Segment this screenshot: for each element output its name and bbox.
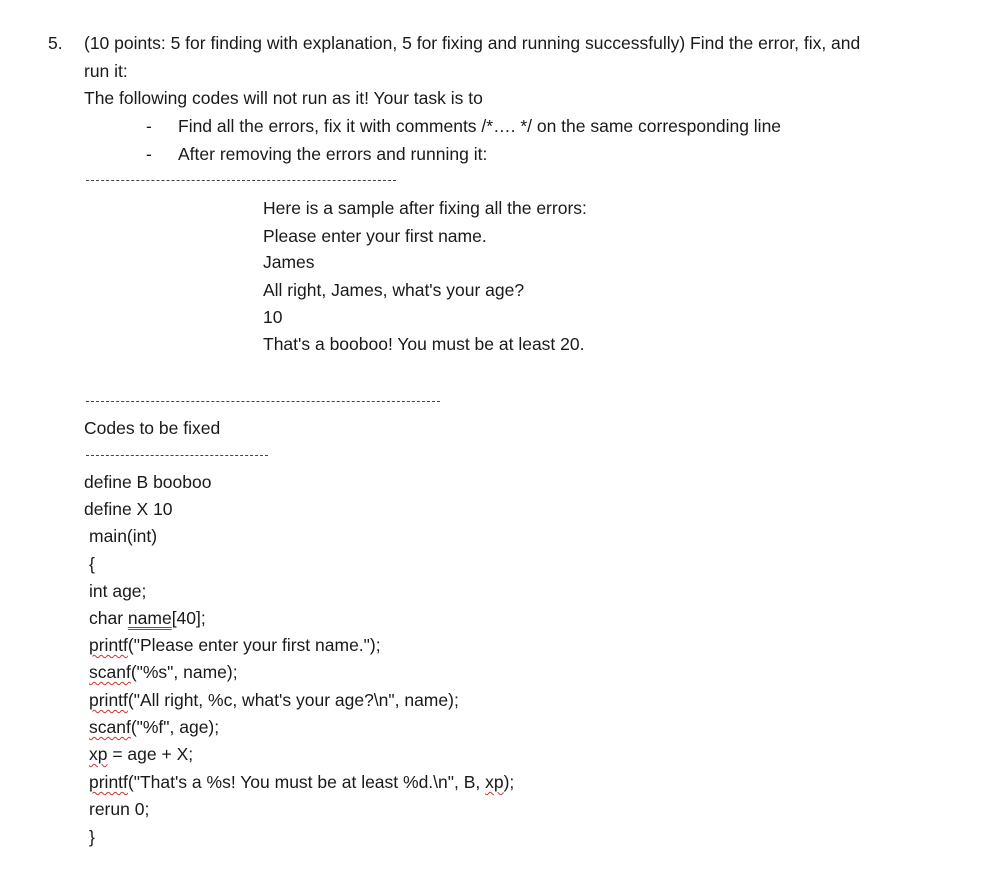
sample-line-name: James (263, 252, 315, 272)
spell-flag-scanf: scanf (89, 717, 131, 737)
question-intro: The following codes will not run as it! Your task is to (84, 88, 483, 108)
question-number: 5. (48, 33, 63, 53)
question-header-line1: (10 points: 5 for finding with explanation, 5 for fixing and running successfully) Find the error, fix, and (84, 33, 861, 53)
code-token: ("%f", age); (130, 717, 220, 737)
separator-line (86, 455, 268, 456)
codes-heading: Codes to be fixed (84, 418, 221, 438)
spell-flag-printf: printf (89, 690, 128, 710)
code-line-open-brace: { (89, 554, 95, 574)
code-line-define-b: define B booboo (84, 472, 212, 492)
code-token: ("%s", name); (130, 662, 238, 682)
separator-line (86, 180, 396, 181)
code-line-int-age: int age; (89, 581, 147, 601)
sample-line-age: 10 (263, 307, 283, 327)
code-line-scanf-age (89, 716, 219, 738)
sample-line-age-prompt: All right, James, what's your age? (263, 280, 525, 300)
code-token: ); (503, 772, 515, 792)
sample-line-prompt: Please enter your first name. (263, 226, 487, 246)
sample-line-result: That's a booboo! You must be at least 20. (263, 334, 585, 354)
code-line-rerun: rerun 0; (89, 799, 150, 819)
code-line-close-brace: } (89, 827, 95, 847)
code-line-scanf-name (89, 661, 238, 683)
bullet-marker: - (146, 116, 152, 136)
code-line-printf-result (89, 771, 514, 793)
sample-line-heading: Here is a sample after fixing all the errors: (263, 198, 587, 218)
question-header-line2: run it: (84, 61, 128, 81)
code-token: = age + X; (107, 744, 194, 764)
code-line-main: main(int) (89, 526, 158, 546)
bullet-item-after-removing: After removing the errors and running it: (178, 144, 488, 164)
code-line-printf-prompt (89, 634, 381, 656)
code-token: ("That's a %s! You must be at least %d.\n", B, (127, 772, 486, 792)
code-token: [40]; (171, 608, 206, 628)
code-line-printf-age-prompt (89, 689, 459, 711)
code-token: char (89, 608, 128, 628)
spell-flag-printf: printf (89, 772, 128, 792)
spell-flag-scanf: scanf (89, 662, 131, 682)
bullet-marker: - (146, 144, 152, 164)
code-line-char-name (89, 607, 206, 629)
code-line-xp-assign (89, 743, 193, 765)
grammar-flag-name: name (127, 608, 172, 628)
separator-line (86, 401, 440, 402)
spell-flag-xp: xp (485, 772, 504, 792)
code-token: ("Please enter your first name."); (127, 635, 381, 655)
bullet-item-find-errors: Find all the errors, fix it with comments /*…. */ on the same corresponding line (178, 116, 782, 136)
spell-flag-xp: xp (89, 744, 108, 764)
code-token: ("All right, %c, what's your age?\n", name); (127, 690, 459, 710)
spell-flag-printf: printf (89, 635, 128, 655)
code-line-define-x: define X 10 (84, 499, 173, 519)
